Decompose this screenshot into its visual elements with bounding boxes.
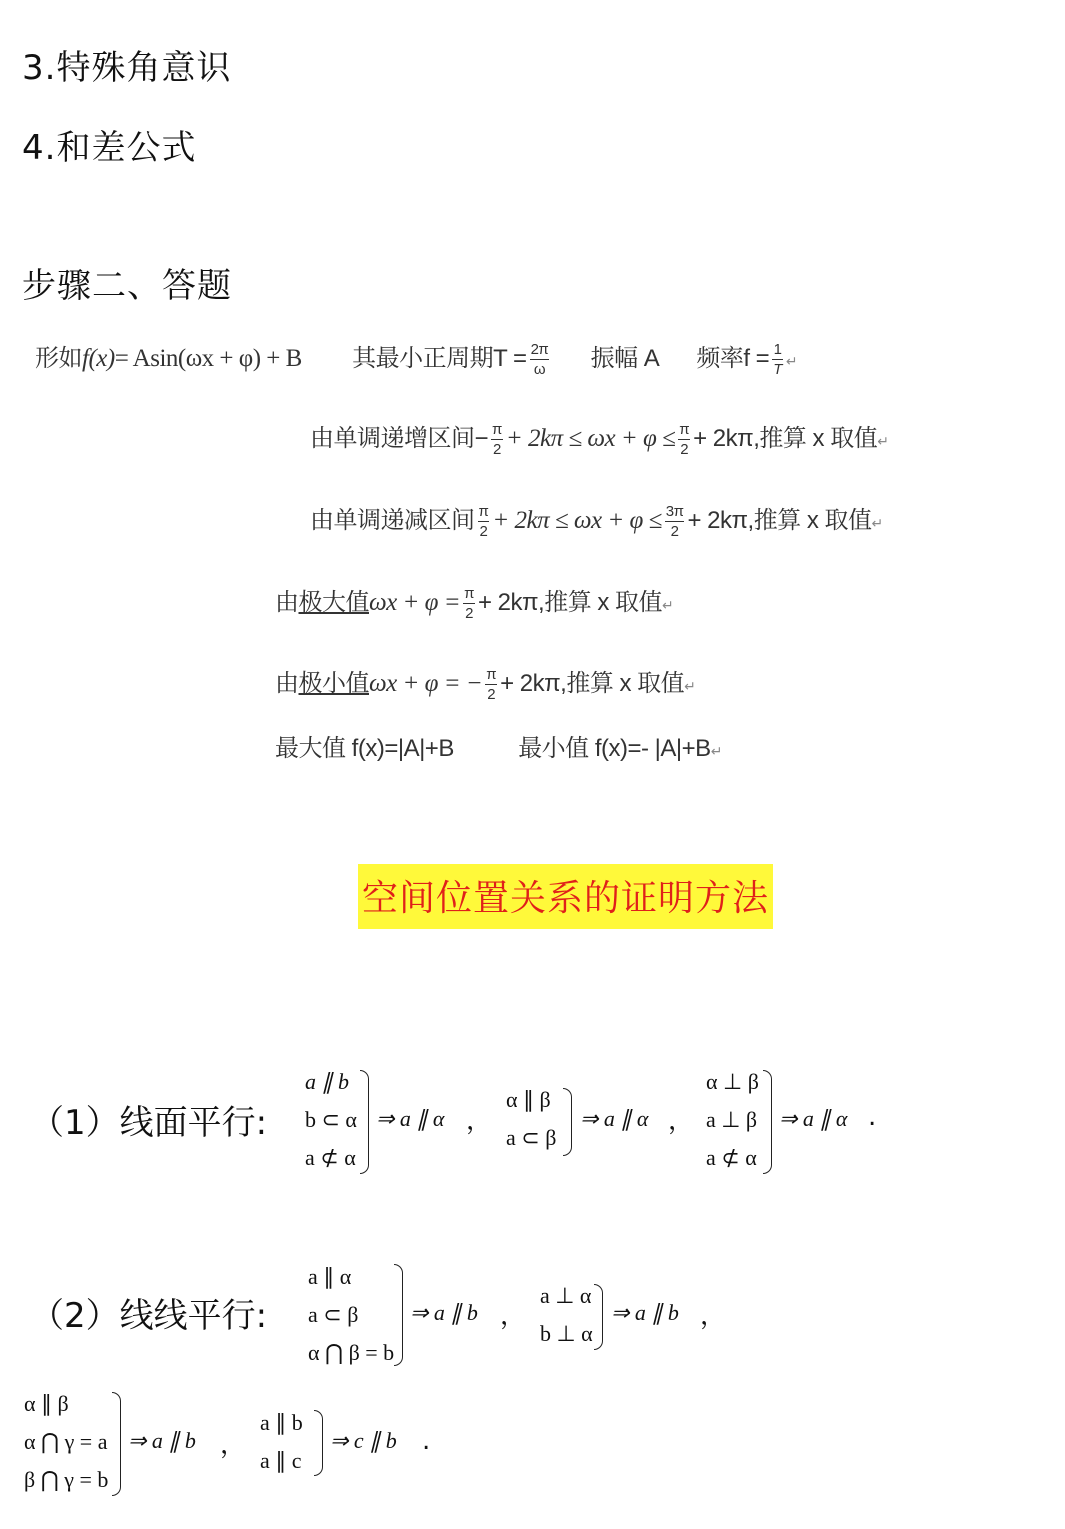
condition: b ⊂ α [305,1107,357,1132]
condition: a ∥ α [308,1264,352,1289]
inequality-text: + 2kπ ≤ ωx + φ ≤ [505,425,676,452]
section-banner: 空间位置关系的证明方法 [358,864,773,929]
section2-group2 [540,1277,593,1353]
condition: b ⊥ α [540,1321,593,1346]
right-brace [112,1392,121,1496]
min-period-label: 其最小正周期T = [352,345,527,372]
section2-group4 [260,1404,303,1480]
separator: ， [500,1301,527,1331]
condition: a ⊄ α [305,1145,356,1170]
frac-den: 2 [487,686,496,704]
frac-den: 2 [493,441,501,459]
maximum-label: 极大值 [298,589,369,616]
frac-num: 3π [665,503,684,521]
minimum-label: 极小值 [298,670,369,697]
min-value-text: 最小值 f(x)=- |A|+B [518,735,711,762]
separator: ， [668,1106,695,1136]
fx-symbol: f(x) [82,345,115,372]
by-label: 由 [275,589,299,616]
right-brace [763,1070,772,1174]
frequency-denominator: T [773,361,782,379]
formula-decreasing-interval [310,500,883,539]
implication: ⇒ a ∥ b [128,1428,196,1453]
section1-group3 [706,1063,759,1177]
formula-line-period [35,338,797,377]
period: . [422,1426,431,1456]
section1-group1 [305,1063,357,1177]
increasing-label: 由单调递增区间− [310,425,489,452]
formula-minimum [275,663,695,702]
return-mark: ↵ [785,353,798,369]
section2-label: （2）线线平行: [30,1296,268,1336]
condition: α ⊥ β [706,1069,759,1094]
implication: ⇒ a ∥ α [376,1106,445,1131]
compute-x-text: + 2kπ,推算 x 取值 [477,589,663,616]
section2-group1 [308,1258,394,1372]
section1-group2 [506,1081,556,1157]
formula-maximum [275,582,673,621]
frac-num: π [478,503,489,521]
return-mark: ↵ [871,515,883,531]
separator: ， [220,1430,247,1460]
condition: α ⋂ γ = a [24,1429,108,1454]
frac-den: 2 [670,523,679,541]
period-numerator: 2π [530,341,549,359]
condition: a ⊂ β [308,1302,359,1327]
implication: ⇒ a ∥ α [580,1106,649,1131]
condition: a ∥ b [260,1410,303,1435]
separator: ， [466,1106,493,1136]
implication: ⇒ a ∥ b [611,1300,679,1325]
heading-step-two: 步骤二、答题 [22,266,232,306]
return-mark: ↵ [684,678,696,694]
compute-x-text: + 2kπ,推算 x 取值 [687,507,872,534]
by-label: 由 [275,670,299,697]
implication: ⇒ c ∥ b [330,1428,397,1453]
implication: ⇒ a ∥ α [779,1106,848,1131]
compute-x-text: + 2kπ,推算 x 取值 [693,425,878,452]
frac-den: 2 [479,523,488,541]
frac-den: 2 [465,605,473,623]
section2-group3 [24,1385,108,1499]
condition: a ∥ b [305,1069,349,1094]
equation-text: ωx + φ = − [369,670,483,697]
condition: a ⊥ β [706,1107,758,1132]
condition: α ⋂ β = b [308,1340,395,1365]
condition: a ⊄ α [706,1145,757,1170]
decreasing-label: 由单调递减区间 [310,507,475,534]
frequency-label: 频率f = [696,345,770,372]
frac-num: π [492,421,502,439]
text-form-like: 形如 [35,345,82,372]
right-brace [563,1088,572,1156]
return-mark: ↵ [877,433,889,449]
implication: ⇒ a ∥ b [410,1300,478,1325]
heading-sum-difference: 4.和差公式 [22,128,197,168]
max-value-text: 最大值 f(x)=|A|+B [275,735,454,762]
right-brace [314,1410,323,1476]
equation-text: ωx + φ = [369,589,461,616]
right-brace [594,1284,603,1350]
frac-num: π [464,585,474,603]
amplitude-label: 振幅 A [590,345,658,372]
separator: ， [700,1301,727,1331]
frequency-numerator: 1 [773,341,782,359]
right-brace [394,1264,403,1366]
frac-num: π [486,666,497,684]
frac-num: π [679,421,690,439]
period: . [868,1102,877,1132]
return-mark: ↵ [710,743,722,759]
condition: a ⊥ α [540,1283,592,1308]
condition: α ∥ β [24,1391,69,1416]
right-brace [360,1070,369,1174]
inequality-text: + 2kπ ≤ ωx + φ ≤ [492,507,662,534]
return-mark: ↵ [662,597,674,613]
compute-x-text: + 2kπ,推算 x 取值 [500,670,685,697]
condition: a ∥ c [260,1448,302,1473]
formula-extreme-values [275,728,722,763]
heading-special-angle: 3.特殊角意识 [22,48,232,88]
section1-label: （1）线面平行: [30,1103,268,1143]
period-denominator: ω [533,361,546,379]
frac-den: 2 [680,441,689,459]
general-form: = Asin(ωx + φ) + B [114,345,302,372]
condition: α ∥ β [506,1087,551,1112]
condition: β ⋂ γ = b [24,1467,109,1492]
condition: a ⊂ β [506,1125,557,1150]
formula-increasing-interval [310,418,888,457]
